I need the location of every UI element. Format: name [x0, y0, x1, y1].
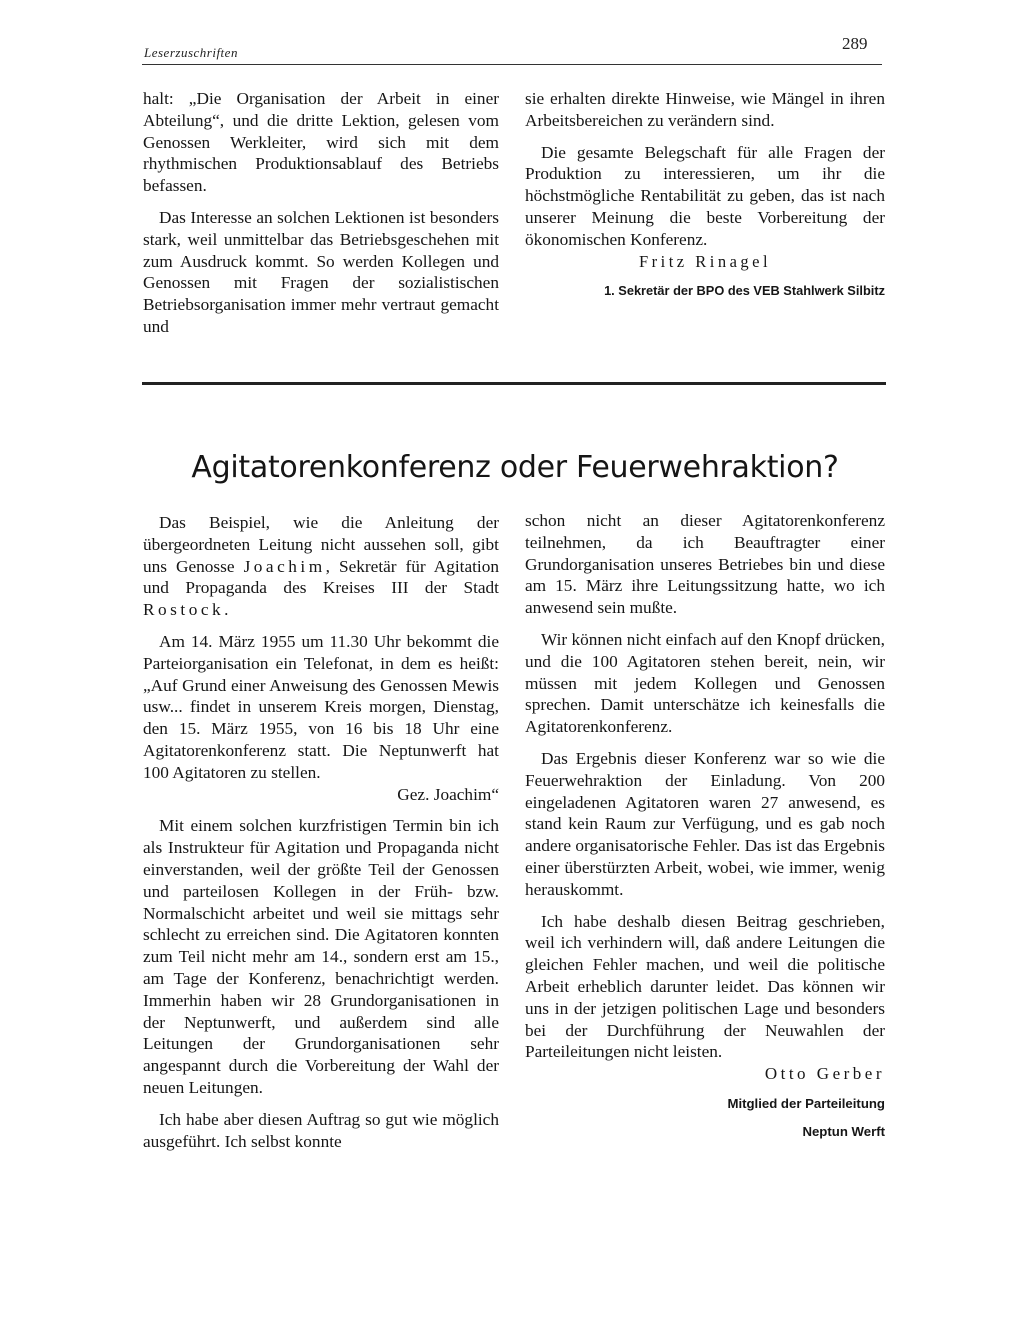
letter1-paragraph: Die gesamte Belegschaft für alle Fragen der Produktion zu interessieren, um ihr die höchstmögliche Rentabilität zu geben, das ist nach unserer Meinung die beste Vorbereitung der ökonomischen Konferenz. [525, 142, 885, 249]
letter1-signature-name: Fritz Rinagel [638, 251, 772, 271]
letter1-right-column [525, 88, 885, 309]
section-divider [142, 382, 886, 385]
header-rule [142, 64, 882, 65]
city-name: Rostock [143, 600, 225, 620]
person-name: Joachim [243, 556, 326, 576]
article-signature-role: Neptun Werft [802, 1123, 885, 1139]
page-number: 289 [842, 34, 868, 53]
letter1-paragraph: halt: „Die Organisation der Arbeit in einer Abteilung“, und die dritte Lektion, gelesen vom Genossen Werkleiter, wird sich mit dem rhythmischen Produktionsablauf des Betriebs befassen. [143, 89, 499, 196]
article-paragraph: schon nicht an dieser Agitatorenkonferenz teilnehmen, da ich Beauftragter einer Grundorganisation unseres Betriebes bin und diese am 15. März ihre Leitungssitzung hatte, wo ich anwesend sein mußte. [525, 511, 885, 618]
article-paragraph: Das Ergebnis dieser Konferenz war so wie die Feuerwehraktion der Einladung. Von 200 eingeladenen Agitatoren waren 27 anwesend, es stand kein Raum zur Verfügung, und es gab noch andere organisatorische Fehler. Das ist das Ergebnis einer überstürzten Arbeit, wobei, wie immer, wenig herauskommt. [525, 748, 885, 899]
article-paragraph [143, 512, 499, 621]
letter1-signature-role: 1. Sekretär der BPO des VEB Stahlwerk Silbitz [604, 283, 885, 299]
article-right-column [525, 510, 885, 1151]
article-paragraph: Wir können nicht einfach auf den Knopf drücken, und die 100 Agitatoren stehen bereit, nein, wir müssen mit jedem Kollegen und Genossen sprechen. Damit unterschätze ich keinesfalls die Agitatorenkonferenz. [525, 629, 885, 737]
article-paragraph: Mit einem solchen kurzfristigen Termin bin ich als Instrukteur für Agitation und Propaganda nicht einverstanden, weil der größte Teil der Genossen und parteilosen Kollegen in der Früh- bzw. Normalschicht arbeitet und weil sie mittags sehr schlecht zu erreichen sind. Die Agitatoren konnten zum Teil nicht mehr am 14., sondern erst am 15., am Tage der Konferenz, benachrichtigt werden. Immerhin haben wir 28 Grundorganisationen in der Neptunwerft, und außerdem sind alle Leitungen der Grundorganisationen sehr angespannt durch die Vorbereitung der Wahl der neuen Leitungen. [143, 816, 499, 1097]
text-run: . [224, 600, 229, 620]
article-signature-role: Mitglied der Parteileitung [727, 1095, 885, 1111]
article-title: Agitatorenkonferenz oder Feuerwehraktion? [191, 450, 839, 485]
letter1-left-column [143, 88, 499, 348]
article-paragraph: Ich habe aber diesen Auftrag so gut wie möglich ausgeführt. Ich selbst konnte [143, 1109, 499, 1151]
letter1-paragraph: Das Interesse an solchen Lektionen ist besonders stark, weil unmittelbar das Betriebsgeschehen mit zum Ausdruck kommt. So werden Kollegen und Genossen mit Fragen der sozialistischen Betriebsorganisation immer mehr vertraut gemacht und [143, 207, 499, 336]
quote-signature: Gez. Joachim“ [397, 784, 499, 804]
article-paragraph: Ich habe deshalb diesen Beitrag geschrieben, weil ich verhindern will, daß andere Leitungen die gleichen Fehler machen, und weil die politische Arbeit erheblich darunter leidet. Das können wir uns in der jetzigen politischen Lage und besonders bei der Durchführung der Neuwahlen der Parteileitungen nicht leisten. [525, 911, 885, 1062]
article-signature-name: Otto Gerber [764, 1064, 885, 1084]
text-run: Das Beispiel, wie die Anleitung der übergeordneten Leitung nicht aussehen soll, gibt uns Genosse [143, 513, 499, 576]
running-head-section: Leserzuschriften [144, 45, 238, 60]
letter1-paragraph: sie erhalten direkte Hinweise, wie Mängel in ihren Arbeitsbereichen zu verändern sind. [525, 89, 885, 130]
article-left-column [143, 512, 499, 1162]
text-run: , Sekretär für Agitation und Propaganda des Kreises III der Stadt [143, 556, 500, 598]
article-paragraph: Am 14. März 1955 um 11.30 Uhr bekommt die Parteiorganisation ein Telefonat, in dem es heißt: „Auf Grund einer Anweisung des Genossen Mewis usw... findet in unserem Kreis morgen, Dienstag, den 15. März 1955, von 16 bis 18 Uhr eine Agitatorenkonferenz statt. Die Neptunwerft hat 100 Agitatoren zu stellen. [143, 631, 499, 782]
